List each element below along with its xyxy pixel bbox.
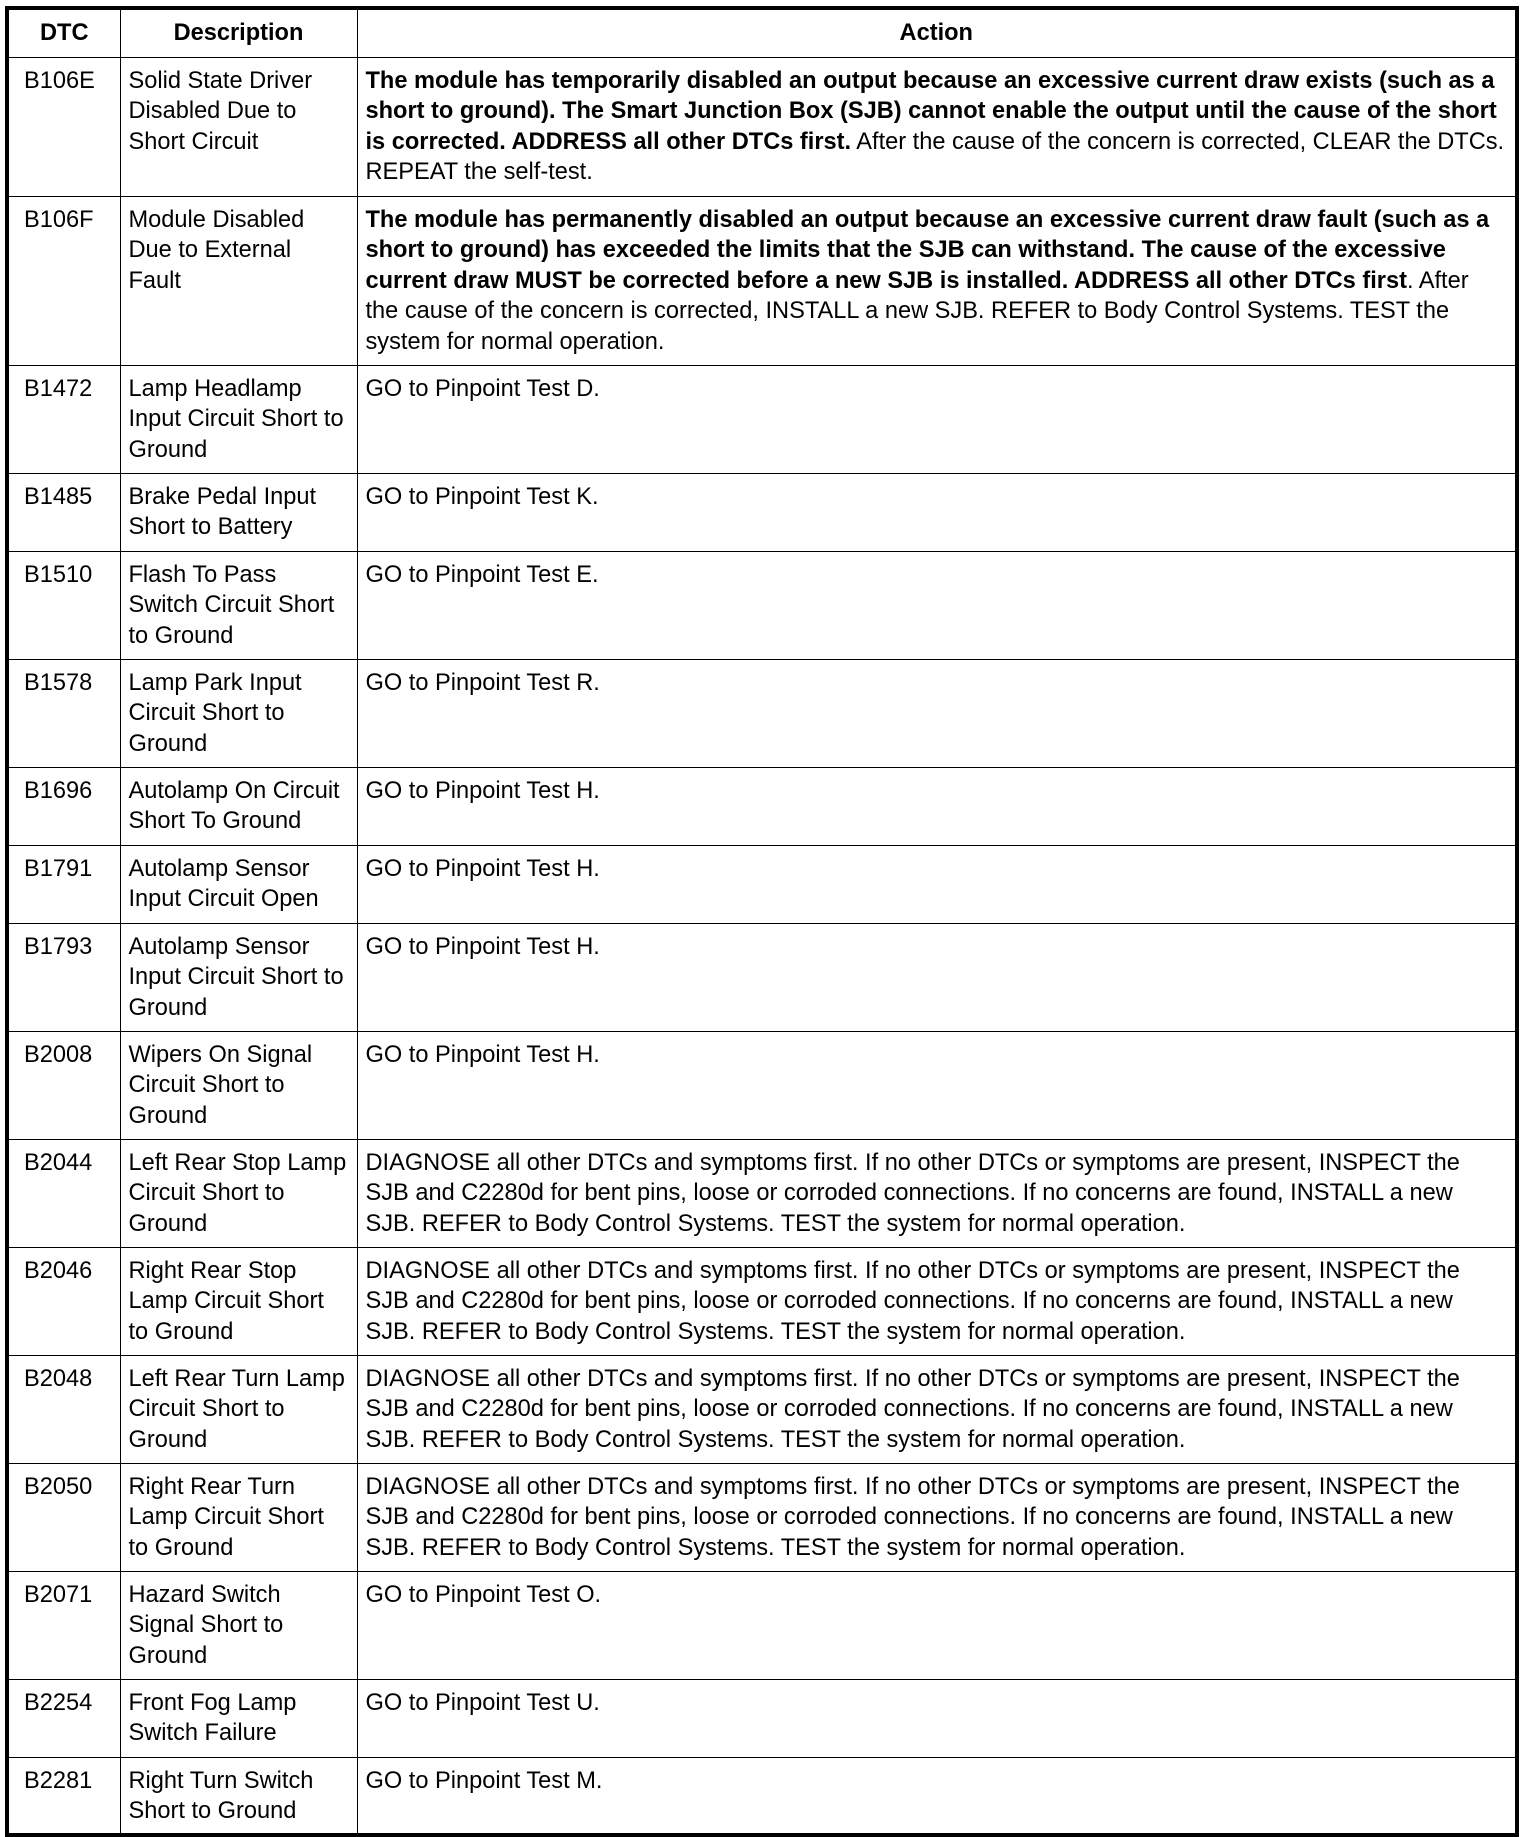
dtc-description: Right Rear Turn Lamp Circuit Short to Ground [120, 1463, 357, 1571]
dtc-description: Autolamp On Circuit Short To Ground [120, 767, 357, 845]
dtc-action [357, 1571, 1517, 1679]
table-row [7, 365, 1517, 473]
dtc-code: B2281 [7, 1757, 120, 1835]
table-row [7, 845, 1517, 923]
dtc-action [357, 659, 1517, 767]
dtc-column-header: DTC [7, 8, 120, 57]
dtc-code: B2044 [7, 1139, 120, 1247]
dtc-action-text: DIAGNOSE all other DTCs and symptoms first. If no other DTCs or symptoms are present, INSPECT the SJB and C2280d for bent pins, loose or corroded connections. If no concerns are found, INSTALL a new SJB. REFER to Body Control Systems. TEST the system for normal operation. [365, 1473, 1460, 1561]
dtc-code: B1696 [7, 767, 120, 845]
dtc-action-emphasis: The module has permanently disabled an output because an excessive current draw fault (such as a short to ground) has exceeded the limits that the SJB can withstand. The cause of the excessive current draw MUST be corrected before a new SJB is installed. ADDRESS all other DTCs first [365, 206, 1490, 294]
dtc-code: B1510 [7, 551, 120, 659]
table-row [7, 1139, 1517, 1247]
dtc-description: Flash To Pass Switch Circuit Short to Ground [120, 551, 357, 659]
dtc-action-text: GO to Pinpoint Test E. [365, 561, 599, 588]
dtc-code: B1791 [7, 845, 120, 923]
dtc-action [357, 923, 1517, 1031]
dtc-description: Solid State Driver Disabled Due to Short Circuit [120, 57, 357, 196]
dtc-action [357, 767, 1517, 845]
dtc-code: B1472 [7, 365, 120, 473]
dtc-description: Wipers On Signal Circuit Short to Ground [120, 1031, 357, 1139]
dtc-action [357, 1247, 1517, 1355]
table-row [7, 551, 1517, 659]
table-row [7, 1757, 1517, 1835]
dtc-description: Autolamp Sensor Input Circuit Short to Ground [120, 923, 357, 1031]
dtc-description: Right Rear Stop Lamp Circuit Short to Ground [120, 1247, 357, 1355]
dtc-action-text: GO to Pinpoint Test H. [365, 1041, 600, 1068]
dtc-description: Left Rear Stop Lamp Circuit Short to Ground [120, 1139, 357, 1247]
dtc-code: B2050 [7, 1463, 120, 1571]
dtc-action-text: After the cause of the concern is corrected, CLEAR the DTCs. REPEAT the self-test. [365, 128, 1505, 185]
dtc-action-text: GO to Pinpoint Test U. [365, 1689, 600, 1716]
dtc-action-text: GO to Pinpoint Test H. [365, 933, 600, 960]
dtc-action-text: GO to Pinpoint Test R. [365, 669, 600, 696]
dtc-description: Lamp Park Input Circuit Short to Ground [120, 659, 357, 767]
dtc-action-text: GO to Pinpoint Test O. [365, 1581, 602, 1608]
dtc-code: B2048 [7, 1355, 120, 1463]
table-row [7, 57, 1517, 196]
dtc-description: Brake Pedal Input Short to Battery [120, 473, 357, 551]
dtc-action [357, 551, 1517, 659]
table-row [7, 1571, 1517, 1679]
dtc-action-text: GO to Pinpoint Test M. [365, 1767, 603, 1794]
dtc-description: Left Rear Turn Lamp Circuit Short to Ground [120, 1355, 357, 1463]
dtc-action-text: DIAGNOSE all other DTCs and symptoms first. If no other DTCs or symptoms are present, INSPECT the SJB and C2280d for bent pins, loose or corroded connections. If no concerns are found, INSTALL a new SJB. REFER to Body Control Systems. TEST the system for normal operation. [365, 1149, 1460, 1237]
dtc-action-text: GO to Pinpoint Test D. [365, 375, 600, 402]
dtc-description: Autolamp Sensor Input Circuit Open [120, 845, 357, 923]
dtc-action [357, 1679, 1517, 1757]
table-row [7, 1679, 1517, 1757]
table-row [7, 1031, 1517, 1139]
dtc-description: Lamp Headlamp Input Circuit Short to Ground [120, 365, 357, 473]
table-row [7, 659, 1517, 767]
dtc-action [357, 1031, 1517, 1139]
dtc-code: B1578 [7, 659, 120, 767]
dtc-code: B2254 [7, 1679, 120, 1757]
dtc-code: B2008 [7, 1031, 120, 1139]
dtc-table [5, 6, 1519, 1837]
dtc-code: B106F [7, 196, 120, 365]
dtc-action [357, 1757, 1517, 1835]
dtc-action [357, 845, 1517, 923]
dtc-description: Hazard Switch Signal Short to Ground [120, 1571, 357, 1679]
table-row [7, 1247, 1517, 1355]
dtc-action [357, 1139, 1517, 1247]
dtc-code: B2071 [7, 1571, 120, 1679]
dtc-action [357, 1463, 1517, 1571]
dtc-description: Module Disabled Due to External Fault [120, 196, 357, 365]
dtc-description: Right Turn Switch Short to Ground [120, 1757, 357, 1835]
dtc-action-text: DIAGNOSE all other DTCs and symptoms first. If no other DTCs or symptoms are present, INSPECT the SJB and C2280d for bent pins, loose or corroded connections. If no concerns are found, INSTALL a new SJB. REFER to Body Control Systems. TEST the system for normal operation. [365, 1365, 1460, 1453]
table-row [7, 473, 1517, 551]
dtc-action [357, 196, 1517, 365]
dtc-code: B1793 [7, 923, 120, 1031]
dtc-code: B1485 [7, 473, 120, 551]
dtc-action-text: GO to Pinpoint Test H. [365, 777, 600, 804]
dtc-action [357, 1355, 1517, 1463]
dtc-action [357, 365, 1517, 473]
table-row [7, 767, 1517, 845]
dtc-action-text: DIAGNOSE all other DTCs and symptoms first. If no other DTCs or symptoms are present, INSPECT the SJB and C2280d for bent pins, loose or corroded connections. If no concerns are found, INSTALL a new SJB. REFER to Body Control Systems. TEST the system for normal operation. [365, 1257, 1460, 1345]
dtc-code: B106E [7, 57, 120, 196]
table-row [7, 1463, 1517, 1571]
dtc-action [357, 57, 1517, 196]
table-row [7, 196, 1517, 365]
dtc-action-text: GO to Pinpoint Test K. [365, 483, 599, 510]
description-column-header: Description [120, 8, 357, 57]
dtc-action [357, 473, 1517, 551]
dtc-action-text: . After the cause of the concern is corrected, INSTALL a new SJB. REFER to Body Control Systems. TEST the system for normal operation. [365, 267, 1469, 355]
table-row [7, 1355, 1517, 1463]
dtc-description: Front Fog Lamp Switch Failure [120, 1679, 357, 1757]
action-column-header: Action [357, 8, 1517, 57]
dtc-action-emphasis: The module has temporarily disabled an output because an excessive current draw exists (such as a short to ground). The Smart Junction Box (SJB) cannot enable the output until the cause of the short is corrected. ADDRESS all other DTCs first. [365, 67, 1497, 155]
dtc-action-text: GO to Pinpoint Test H. [365, 855, 600, 882]
dtc-code: B2046 [7, 1247, 120, 1355]
header-row [7, 8, 1517, 57]
table-row [7, 923, 1517, 1031]
